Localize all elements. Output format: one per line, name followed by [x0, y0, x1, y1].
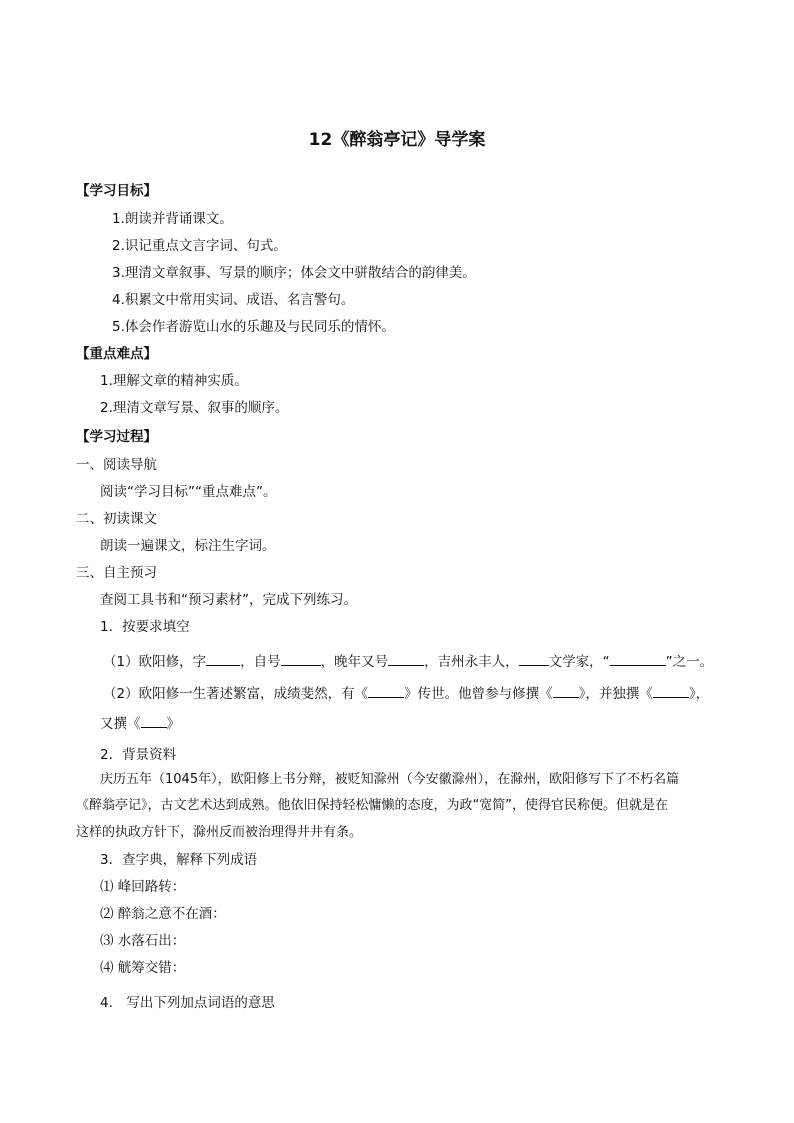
key-item: 2.理清文章写景、叙事的顺序。	[100, 400, 289, 416]
blank	[141, 714, 167, 728]
blank	[206, 652, 240, 666]
question-title: 1．按要求填空	[100, 619, 190, 635]
paragraph-line: 《醉翁亭记》，古文艺术达到成熟。他依旧保持轻松慵懒的态度，为政“宽简”，使得官民称便。但就是在	[76, 798, 668, 813]
paragraph-line: 庆历五年（1045年），欧阳修上书分辩，被贬知滁州（今安徽滁州），在滁州，欧阳修写下了不朽名篇	[100, 772, 680, 787]
key-item: 1.理解文章的精神实质。	[100, 373, 248, 389]
blank	[553, 684, 579, 698]
section-body: 朗读一遍课文，标注生字词。	[100, 538, 276, 554]
blank	[653, 684, 689, 698]
section-title: 二、初读课文	[76, 511, 157, 527]
blank	[388, 652, 424, 666]
fill-line-2: （2）欧阳修一生著述繁富，成绩斐然，有《 》传世。他曾参与修撰《 》，并独撰《 》，	[103, 686, 710, 702]
idiom-item: ⑶ 水落石出：	[100, 933, 186, 949]
idiom-item: ⑵ 醉翁之意不在酒：	[100, 906, 226, 922]
question-title: 3．查字典，解释下列成语	[100, 852, 258, 868]
goal-item: 5.体会作者游览山水的乐趣及与民同乐的情怀。	[112, 319, 395, 335]
paragraph-line: 这样的执政方针下，滁州反而被治理得井井有条。	[76, 825, 363, 840]
goal-item: 4.积累文中常用实词、成语、名言警句。	[112, 292, 355, 308]
goal-item: 2.识记重点文言字词、句式。	[112, 238, 287, 254]
idiom-item: ⑷ 觥筹交错：	[100, 960, 186, 976]
blank	[519, 652, 549, 666]
fill-line-3: 又撰《 》	[100, 716, 180, 732]
section-body: 查阅工具书和“预习素材”，完成下列练习。	[100, 592, 357, 608]
question-title: 4. 写出下列加点词语的意思	[100, 995, 275, 1011]
page-title: 12《醉翁亭记》导学案	[308, 130, 486, 150]
fill-line-1: （1）欧阳修，字 ，自号 ，晚年又号 ，吉州永丰人， 文学家，“ ”之一。	[103, 654, 714, 670]
goal-item: 1.朗读并背诵课文。	[112, 211, 233, 227]
goal-item: 3.理清文章叙事、写景的顺序；体会文中骈散结合的韵律美。	[112, 265, 476, 281]
section-body: 阅读“学习目标”“重点难点”。	[100, 484, 277, 500]
goals-heading: 【学习目标】	[76, 183, 157, 199]
idiom-item: ⑴ 峰回路转：	[100, 879, 186, 895]
blank	[610, 652, 666, 666]
blank	[281, 652, 321, 666]
key-heading: 【重点难点】	[76, 346, 157, 362]
blank	[368, 684, 404, 698]
section-title: 一、阅读导航	[76, 457, 157, 473]
question-title: 2．背景资料	[100, 747, 177, 763]
process-heading: 【学习过程】	[76, 429, 157, 445]
section-title: 三、自主预习	[76, 565, 157, 581]
